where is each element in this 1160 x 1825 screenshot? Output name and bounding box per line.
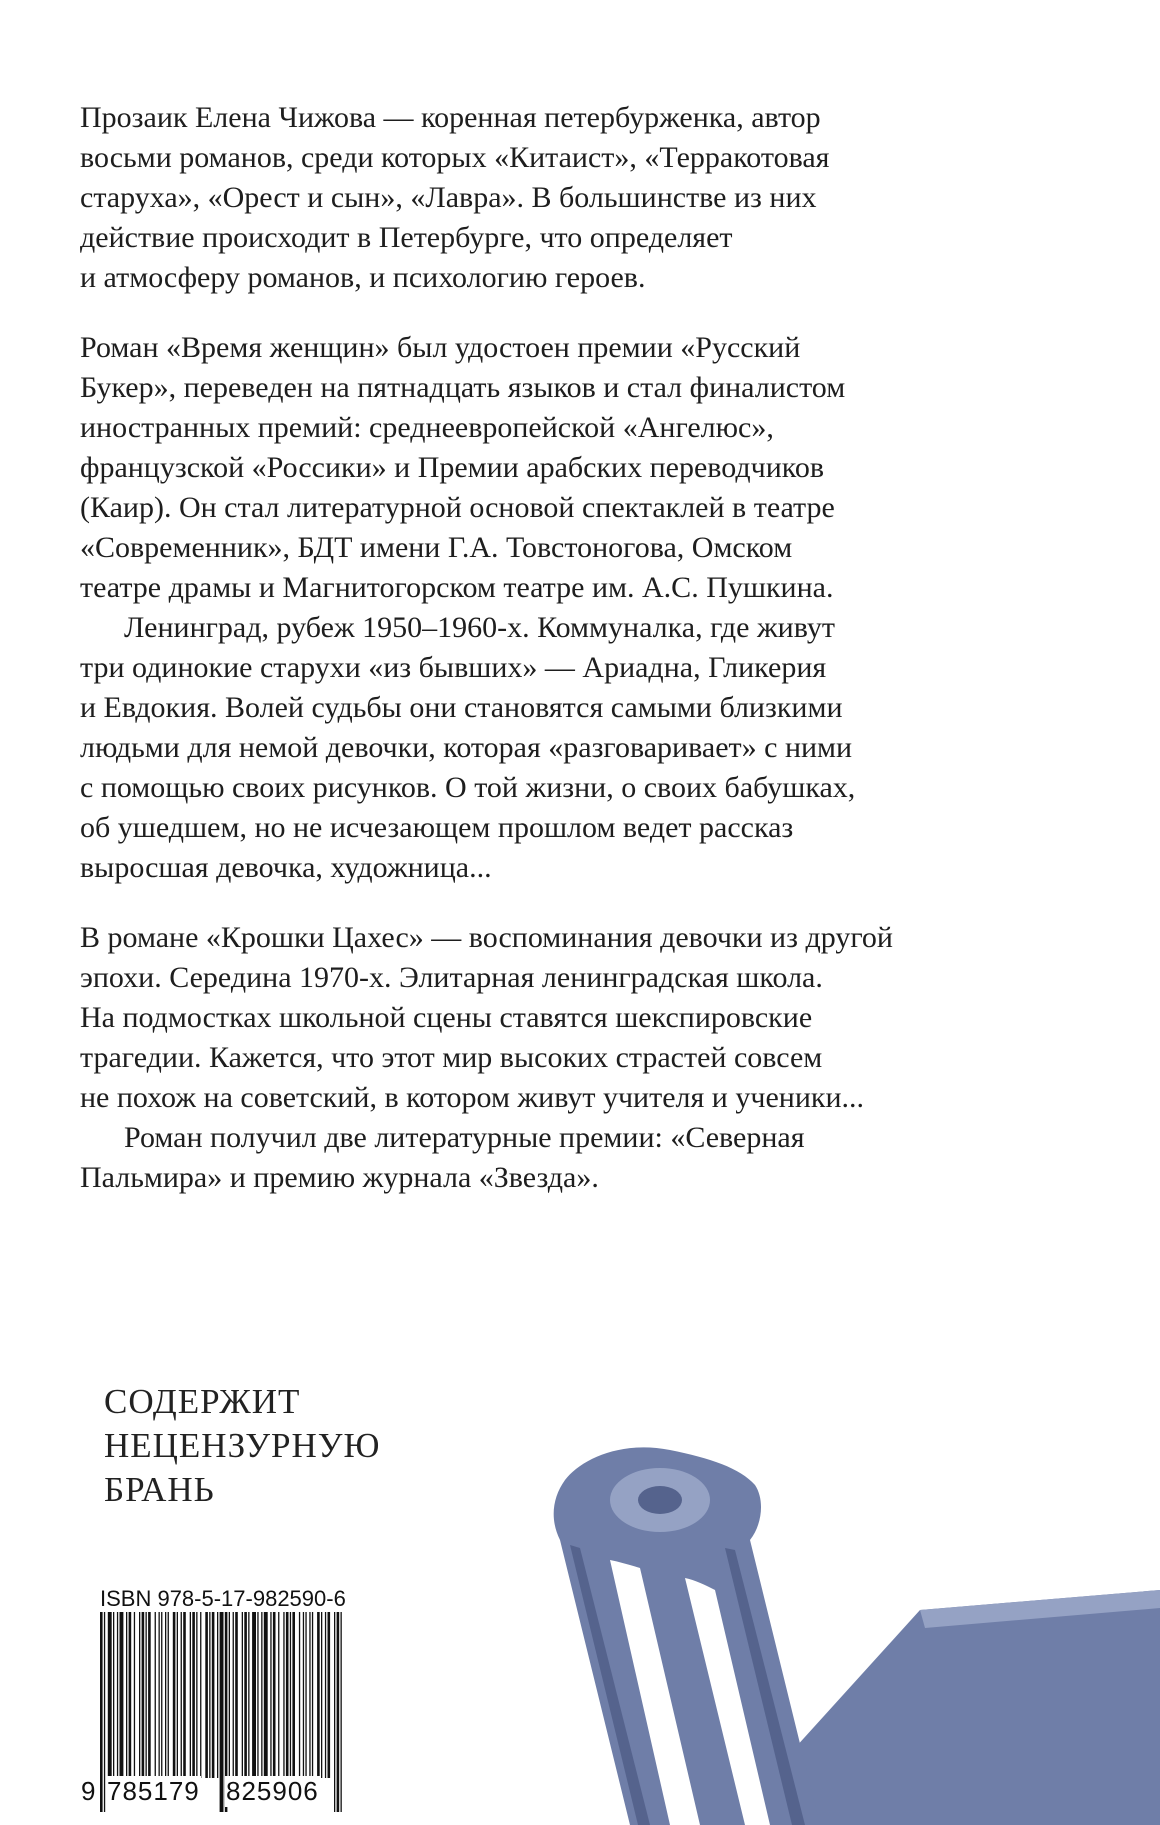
barcode-digit-first: 9	[81, 1776, 96, 1806]
text-line: иностранных премий: среднеевропейской «Ангелюс»,	[80, 411, 774, 444]
barcode-bar	[233, 1612, 234, 1778]
barcode-bar	[212, 1612, 215, 1778]
text-line: Роман получил две литературные премии: «Северная	[124, 1121, 805, 1154]
barcode-bar	[117, 1612, 118, 1778]
barcode-bar	[312, 1612, 313, 1778]
barcode-bar	[290, 1612, 291, 1778]
text-line: и Евдокия. Волей судьбы они становятся самыми близкими	[80, 691, 843, 724]
barcode-bar	[252, 1612, 256, 1778]
barcode-bar	[161, 1612, 162, 1778]
barcode-bar	[257, 1612, 258, 1778]
text-line: людьми для немой девочки, которая «разговаривает» с ними	[80, 731, 853, 764]
barcode-bar	[205, 1612, 208, 1778]
text-line: эпохи. Середина 1970-х. Элитарная ленинградская школа.	[80, 961, 823, 994]
text-line: Букер», переведен на пятнадцать языков и стал финалистом	[80, 371, 846, 404]
barcode-bar	[113, 1612, 114, 1778]
text-line: трагедии. Кажется, что этот мир высоких страстей совсем	[80, 1041, 823, 1074]
barcode-bar	[192, 1612, 195, 1778]
barcode-bar	[317, 1612, 320, 1778]
barcode-bar	[261, 1612, 262, 1778]
warning-line: БРАНЬ	[104, 1470, 215, 1509]
barcode-bar	[148, 1612, 151, 1778]
barcode-bar	[286, 1612, 289, 1778]
barcode-bar	[292, 1612, 295, 1778]
barcode-bar	[309, 1612, 310, 1778]
text-line: восьми романов, среди которых «Китаист», «Терракотовая	[80, 141, 830, 174]
text-line: На подмостках школьной сцены ставятся шекспировские	[80, 1001, 813, 1034]
barcode-bar	[283, 1612, 284, 1778]
barcode-digits-right: 825906	[226, 1776, 319, 1806]
barcode-bar	[328, 1612, 331, 1778]
text-line: об ушедшем, но не исчезающем прошлом ведет рассказ	[80, 811, 794, 844]
paragraph-author	[80, 98, 1120, 298]
barcode-bar	[264, 1612, 268, 1778]
barcode-bar	[120, 1612, 124, 1778]
text-line: французской «Россики» и Премии арабских переводчиков	[80, 451, 825, 484]
warning-line: НЕЦЕНЗУРНУЮ	[104, 1426, 381, 1465]
barcode-bar	[165, 1612, 166, 1778]
content-warning	[104, 1380, 381, 1512]
barcode-bar	[321, 1612, 322, 1778]
text-line: Роман «Время женщин» был удостоен премии «Русский	[80, 331, 801, 364]
text-line: Ленинград, рубеж 1950–1960-х. Коммуналка, где живут	[124, 611, 835, 644]
barcode-bar	[325, 1612, 326, 1778]
text-line: не похож на советский, в котором живут учителя и ученики...	[80, 1081, 864, 1114]
barcode-bar	[159, 1612, 160, 1778]
barcode-bar	[248, 1612, 249, 1778]
text-line: старуха», «Орест и сын», «Лавра». В большинстве из них	[80, 181, 817, 214]
text-line: В романе «Крошки Цахес» — воспоминания девочки из другой	[80, 921, 893, 954]
barcode-digits	[80, 1776, 356, 1806]
barcode-bar	[273, 1612, 276, 1778]
barcode-bar	[278, 1612, 279, 1778]
barcode	[80, 1612, 356, 1812]
text-line: три одинокие старухи «из бывших» — Ариадна, Гликерия	[80, 651, 827, 684]
barcode-bar	[108, 1612, 112, 1778]
barcode-bar	[229, 1612, 230, 1778]
annotation-text	[80, 98, 1120, 1198]
barcode-bar	[209, 1612, 210, 1778]
barcode-bar	[242, 1612, 243, 1778]
text-line: и атмосферу романов, и психологию героев.	[80, 261, 646, 294]
barcode-bar	[134, 1612, 135, 1778]
paragraph-awards	[80, 1118, 1120, 1198]
barcode-bar	[168, 1612, 169, 1778]
barcode-bar	[305, 1612, 306, 1778]
barcode-bar	[183, 1612, 186, 1778]
barcode-bar	[196, 1612, 197, 1778]
chair-ornament-center	[638, 1486, 682, 1514]
text-line: с помощью своих рисунков. О той жизни, о своих бабушках,	[80, 771, 856, 804]
paragraph-novel-1	[80, 328, 1120, 608]
barcode-bar	[173, 1612, 176, 1778]
barcode-bar	[146, 1612, 147, 1778]
barcode-bar	[139, 1612, 140, 1778]
text-line: Пальмира» и премию журнала «Звезда».	[80, 1161, 599, 1194]
barcode-bar	[235, 1612, 238, 1778]
barcode-bar	[181, 1612, 182, 1778]
barcode-bar	[270, 1612, 271, 1778]
barcode-bar	[129, 1612, 132, 1778]
text-line: «Современник», БДТ имени Г.А. Товстоногова, Омском	[80, 531, 793, 564]
isbn-label: ISBN 978-5-17-982590-6	[100, 1586, 346, 1611]
paragraph-novel-1-plot	[80, 608, 1120, 888]
barcode-bar	[155, 1612, 156, 1778]
barcode-bar	[190, 1612, 191, 1778]
text-line: действие происходит в Петербурге, что определяет	[80, 221, 733, 254]
warning-line: СОДЕРЖИТ	[104, 1382, 301, 1421]
table-top	[770, 1590, 1160, 1825]
barcode-bar	[303, 1612, 304, 1778]
text-line: (Каир). Он стал литературной основой спектаклей в театре	[80, 491, 835, 524]
barcode-bar	[126, 1612, 127, 1778]
barcode-bar	[177, 1612, 178, 1778]
barcode-bar	[244, 1612, 247, 1778]
barcode-bar	[217, 1612, 218, 1778]
text-line: театре драмы и Магнитогорском театре им. А.С. Пушкина.	[80, 571, 834, 604]
paragraph-novel-2	[80, 918, 1120, 1118]
barcode-bar	[299, 1612, 300, 1778]
text-line: Прозаик Елена Чижова — коренная петербурженка, автор	[80, 101, 821, 134]
text-line: выросшая девочка, художница...	[80, 851, 492, 884]
chair-table-illustration	[520, 1440, 1160, 1825]
barcode-bar	[200, 1612, 201, 1778]
barcode-bar	[142, 1612, 145, 1778]
barcode-digits-left: 785179	[107, 1776, 200, 1806]
